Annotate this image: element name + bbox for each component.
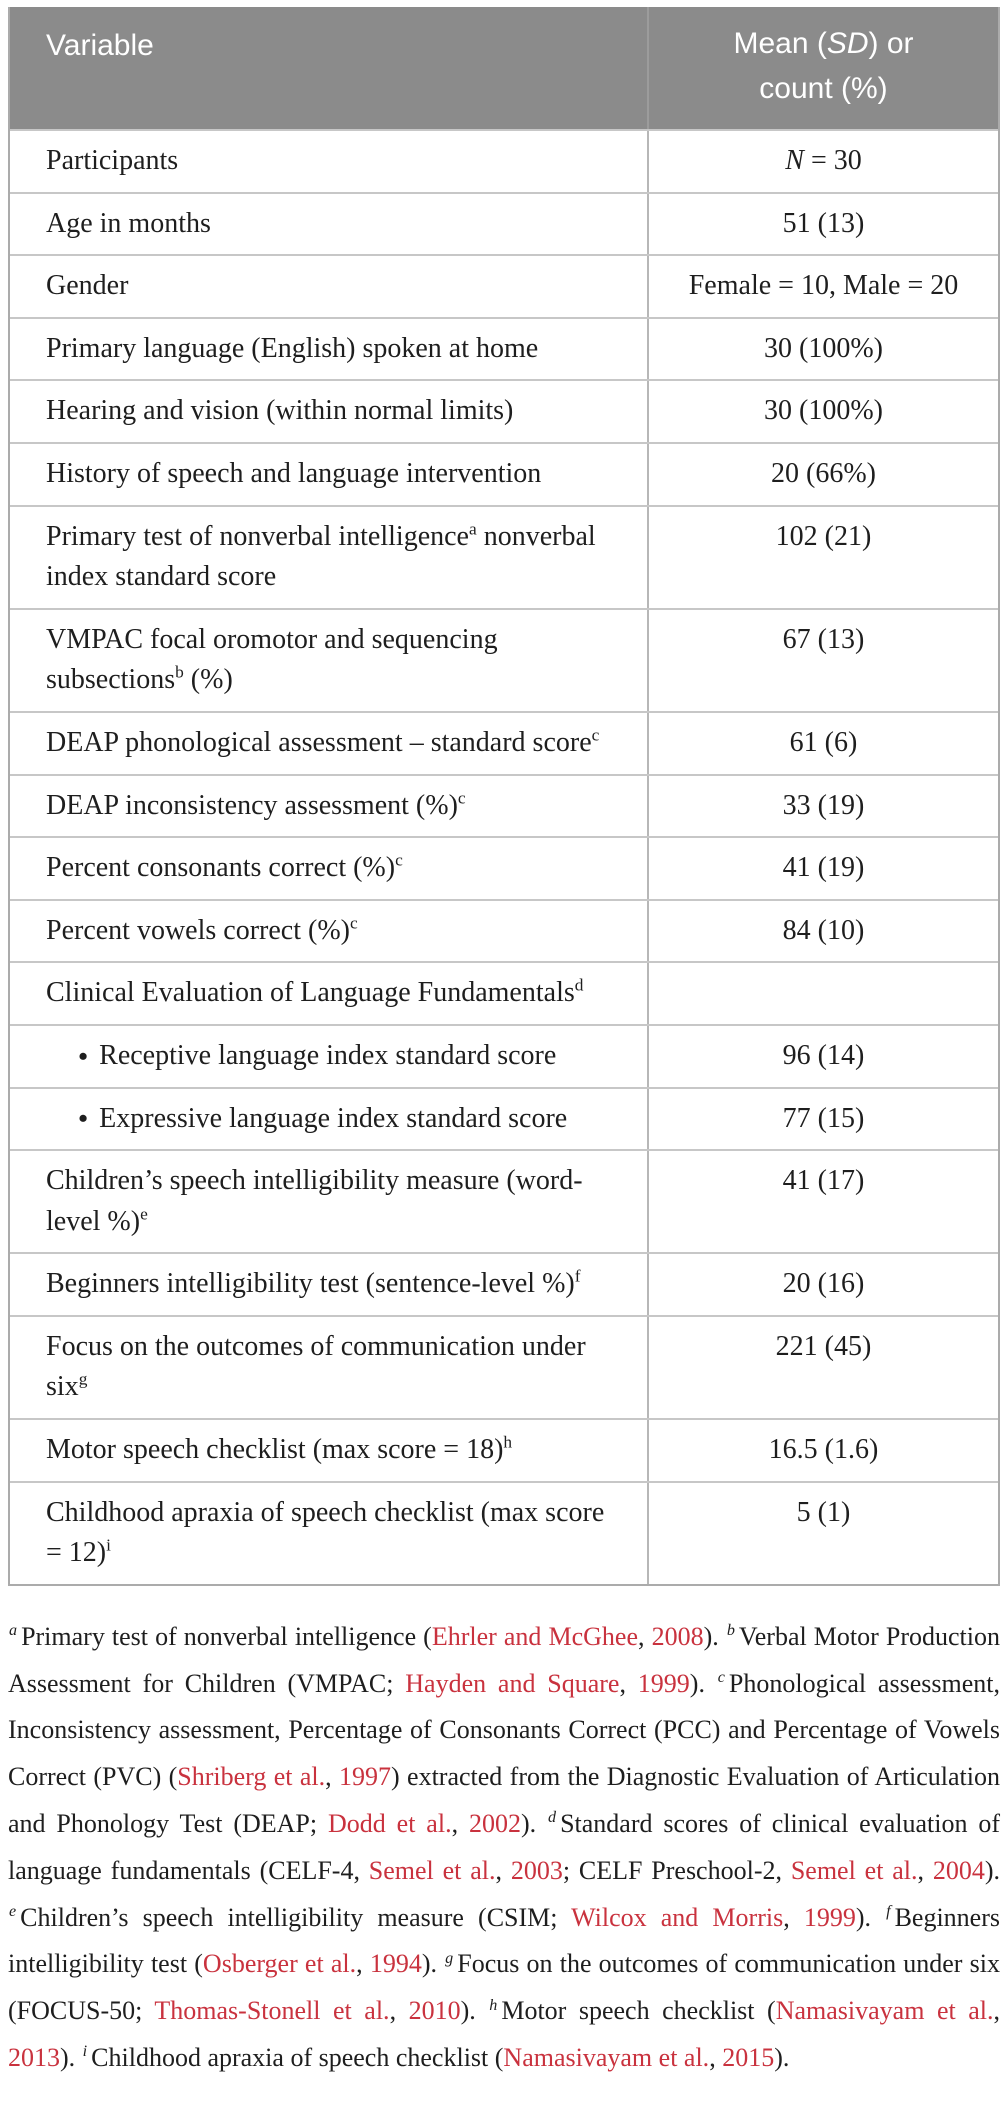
footnote-text: Standard scores of clinical evaluation of language fundamentals (CELF-4, xyxy=(8,1809,1000,1885)
footnote-text: ). xyxy=(984,1855,1001,1885)
table-row xyxy=(10,505,998,608)
table-row xyxy=(10,711,998,774)
row-value-cell: 20 (66%) xyxy=(647,444,998,505)
citation-link[interactable]: Semel et al. xyxy=(368,1855,496,1885)
row-label-cell: ● Receptive language index standard score xyxy=(78,1039,557,1071)
citation-link[interactable]: 2002 xyxy=(468,1809,521,1839)
row-value-cell: 5 (1) xyxy=(647,1483,998,1584)
footnote-marker: g xyxy=(445,1949,454,1967)
footnote-marker: c xyxy=(717,1668,725,1686)
row-label-cell: History of speech and language intervention xyxy=(46,457,542,489)
row-value-cell: 102 (21) xyxy=(647,507,998,608)
participant-characteristics-table xyxy=(8,7,1000,1586)
table-row xyxy=(10,192,998,255)
footnote-text: Beginners intelligibility test ( xyxy=(8,1902,1000,1979)
table-row xyxy=(10,1252,998,1315)
citation-link[interactable]: 2015 xyxy=(722,2043,775,2073)
footnote-marker: f xyxy=(886,1902,891,1920)
footnote-text: ) extracted from the Diagnostic Evaluation of Articulation and Phonology Test (DEAP; xyxy=(8,1762,1000,1839)
citation-link[interactable]: Thomas-Stonell et al. xyxy=(154,1996,390,2026)
row-value-cell: 96 (14) xyxy=(647,1026,998,1087)
row-value-cell: 30 (100%) xyxy=(647,381,998,442)
footnote-text: , xyxy=(709,2043,723,2073)
table-row xyxy=(10,317,998,380)
footnote-text: ). xyxy=(60,2043,82,2073)
citation-link[interactable]: 2008 xyxy=(651,1621,704,1651)
citation-link[interactable]: 2010 xyxy=(408,1996,461,2026)
footnote-marker: e xyxy=(9,1902,17,1920)
row-label-cell: Primary language (English) spoken at home xyxy=(46,332,539,364)
footnote-text: Focus on the outcomes of communication under six (FOCUS-50; xyxy=(8,1949,1000,2026)
footnote-text: , xyxy=(993,1996,1000,2026)
row-label-cell: VMPAC focal oromotor and sequencing subsections$^b$ (%) xyxy=(46,623,498,696)
footnote-text: Phonological assessment, Inconsistency assessment, Percentage of Consonants Correct (PCC) and Percentage of Vowels Correct (PVC) ( xyxy=(8,1668,1000,1792)
row-label-cell: Participants xyxy=(46,145,179,176)
table-row xyxy=(10,379,998,442)
footnotes xyxy=(8,1614,1000,2082)
table-header-row xyxy=(10,7,998,129)
table-row xyxy=(10,129,998,192)
footnote-text: Verbal Motor Production Assessment for Children (VMPAC; xyxy=(8,1621,1000,1698)
row-value-cell: 33 (19) xyxy=(647,776,998,837)
table-row xyxy=(10,1315,998,1418)
footnote-text: , xyxy=(495,1855,511,1885)
row-value-cell: 221 (45) xyxy=(647,1317,998,1418)
citation-link[interactable]: Wilcox and Morris xyxy=(571,1902,784,1932)
footnote-text: , xyxy=(619,1668,638,1698)
citation-link[interactable]: Semel et al. xyxy=(790,1855,918,1885)
row-label-cell: Percent consonants correct (%)$^c$ xyxy=(46,850,403,884)
footnote-text: , xyxy=(451,1809,469,1839)
row-label-cell: Percent vowels correct (%)$^c$ xyxy=(46,913,358,946)
citation-link[interactable]: Namasivayam et al. xyxy=(775,1996,994,2026)
table-row xyxy=(10,442,998,505)
footnote-marker: b xyxy=(726,1622,735,1640)
row-label-cell: DEAP phonological assessment – standard score$^c$ xyxy=(46,725,600,758)
row-label-cell: Gender xyxy=(46,270,129,302)
header-variable-label: Variable xyxy=(46,29,154,62)
row-label-cell: Hearing and vision (within normal limits) xyxy=(46,395,514,427)
row-label-cell: Beginners intelligibility test (sentence-level %)$^f$ xyxy=(46,1266,581,1300)
footnote-text: ; CELF Preschool-2, xyxy=(562,1855,791,1885)
row-label-cell: Focus on the outcomes of communication under six$^g$ xyxy=(46,1330,586,1403)
footnote-marker: a xyxy=(9,1622,18,1640)
row-value-cell: 67 (13) xyxy=(647,610,998,711)
row-value-cell: 41 (19) xyxy=(647,838,998,899)
citation-link[interactable]: Shriberg et al. xyxy=(177,1762,326,1792)
row-value-cell: 41 (17) xyxy=(647,1151,998,1252)
row-value-cell: 16.5 (1.6) xyxy=(647,1420,998,1481)
citation-link[interactable]: Dodd et al. xyxy=(328,1809,452,1839)
footnote-marker: h xyxy=(489,1996,498,2014)
citation-link[interactable]: 2013 xyxy=(8,2043,60,2073)
table-row xyxy=(10,899,998,962)
row-label-cell: ● Expressive language index standard score xyxy=(78,1102,568,1134)
footnote-text: Primary test of nonverbal intelligence ( xyxy=(21,1621,432,1651)
citation-link[interactable]: 1994 xyxy=(369,1949,422,1979)
footnote-text: Childhood apraxia of speech checklist ( xyxy=(91,2043,504,2073)
footnote-marker: i xyxy=(82,2043,88,2061)
citation-link[interactable]: 1997 xyxy=(339,1762,391,1792)
row-label-cell: Primary test of nonverbal intelligence$^a$ nonverbal index standard score xyxy=(46,519,596,593)
footnote-text: Motor speech checklist ( xyxy=(501,1996,776,2026)
row-label-cell: Age in months xyxy=(46,207,211,239)
citation-link[interactable]: 2004 xyxy=(932,1855,985,1885)
row-value-cell: 20 (16) xyxy=(647,1254,998,1315)
table-row xyxy=(10,1087,998,1150)
footnote-text: , xyxy=(917,1855,933,1885)
row-value-cell: 30 (100%) xyxy=(647,319,998,380)
row-value-cell: 84 (10) xyxy=(647,901,998,962)
table-row xyxy=(10,774,998,837)
footnote-marker: d xyxy=(548,1809,557,1827)
header-cell-mean xyxy=(647,7,998,129)
header-mean-label: Mean (SD) or count (%) xyxy=(733,27,914,105)
bullet-icon: ● xyxy=(78,1108,89,1128)
table-row xyxy=(10,836,998,899)
row-label-cell: Clinical Evaluation of Language Fundamentals$^d$ xyxy=(46,975,584,1009)
table-row xyxy=(10,608,998,711)
header-cell-variable xyxy=(10,7,647,129)
row-label-cell: DEAP inconsistency assessment (%)$^c$ xyxy=(46,788,466,821)
citation-link[interactable]: 1999 xyxy=(637,1668,690,1698)
table-row xyxy=(10,1149,998,1252)
row-value-cell xyxy=(647,963,998,1024)
row-value-cell: 77 (15) xyxy=(647,1089,998,1150)
footnote-text: ). xyxy=(520,1809,548,1839)
footnote-text: , xyxy=(389,1996,409,2026)
row-value-cell: 61 (6) xyxy=(647,713,998,774)
footnote-text: , xyxy=(638,1621,652,1651)
row-label-cell: Motor speech checklist (max score = 18)$^h$ xyxy=(46,1432,513,1466)
footnote-text: Children’s speech intelligibility measure (CSIM; xyxy=(20,1902,572,1932)
row-value-cell: Female = 10, Male = 20 xyxy=(647,256,998,317)
citation-link[interactable]: Ehrler and McGhee xyxy=(431,1621,638,1651)
footnote-text: , xyxy=(325,1762,339,1792)
row-value-cell: 51 (13) xyxy=(647,194,998,255)
footnote-text: ). xyxy=(421,1949,445,1979)
citation-link[interactable]: Hayden and Square xyxy=(405,1668,620,1698)
row-label-cell: Children’s speech intelligibility measure (word-level %)$^e$ xyxy=(46,1165,583,1237)
table-row xyxy=(10,254,998,317)
row-label-cell: Childhood apraxia of speech checklist (max score = 12)$^i$ xyxy=(46,1496,605,1569)
table-row xyxy=(10,1418,998,1481)
footnote-text: ). xyxy=(689,1668,717,1698)
row-value-cell: N = 30 xyxy=(647,131,998,192)
citation-link[interactable]: 1999 xyxy=(803,1902,856,1932)
footnote-text: ). xyxy=(460,1996,489,2026)
citation-link[interactable]: 2003 xyxy=(510,1855,563,1885)
footnote-text: ). xyxy=(774,2043,790,2073)
citation-link[interactable]: Namasivayam et al. xyxy=(503,2043,710,2073)
footnote-text: ). xyxy=(703,1621,726,1651)
footnote-text: , xyxy=(356,1949,370,1979)
footnote-text: , xyxy=(783,1902,804,1932)
table-row xyxy=(10,961,998,1024)
citation-link[interactable]: Osberger et al. xyxy=(202,1949,357,1979)
table-row xyxy=(10,1481,998,1584)
bullet-icon: ● xyxy=(78,1045,89,1065)
table-row xyxy=(10,1024,998,1087)
footnote-text: ). xyxy=(855,1902,886,1932)
